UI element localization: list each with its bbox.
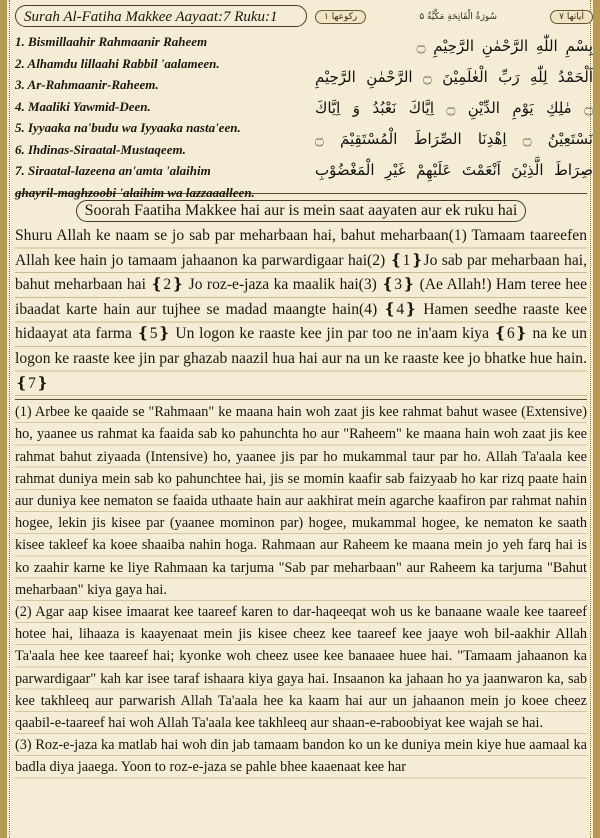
translation-paragraph: Shuru Allah ke naam se jo sab par meharbaan hai, bahut meharbaan(1) Tamaam taareefen Allah kee hain jo tamaam jahaanon ka parwardigaar hai(2) ❴1❵Jo sab par meharbaan hai, bahut meharbaan hai ❴2❵ Jo roz-e-jaza ka maalik hai(3) ❴3❵ (Ae Allah!) Ham teree hee ibaadat karte hain aur tujhee se madad maangte hain(4) ❴4❵ Hamen seedhe raaste kee hidaayat ata farma ❴5❵ Un logon ke raaste kee jin par too ne in'aam kiya ❴6❵ na ke un logon ke raaste kee jin par ghazab naazil hua hai aur na un ke raaste kee jo bhatke hue hain.❴7❵ [15,224,587,396]
footnote-3: (3) Roz-e-jaza ka matlab hai woh din jab tamaam bandon ko un ke duniya mein kiye hue aamaal ka badla diya jaaega. Yoon to roz-e-jaza se pahle bhee kaaenaat kee har [15,737,587,776]
transliteration-line: 4. Maaliki Yawmid-Deen. [15,98,151,114]
surah-header [15,3,593,200]
transliteration-line: 5. Iyyaaka na'budu wa Iyyaaka nasta'een. [15,120,241,135]
arabic-ayaat-label: اٰیاتھا ۷ [550,10,593,24]
arabic-ruku-label: رکوعھا ۱ [315,10,366,24]
transliteration-line: 2. Alhamdu lillaahi Rabbil 'aalameen. [15,55,220,71]
transliteration-line: 3. Ar-Rahmaanir-Raheem. [15,77,159,92]
transliteration-line: 7. Siraatal-lazeena an'amta 'alaihim [15,163,211,178]
footnote-1: (1) Arbee ke qaaide se "Rahmaan" ke maana hain woh zaat jis kee rahmat bahut wasee (Extensive) ho, yaanee us rahmat ka faaida sab ko pahunchta ho aur "Raheem" ke maana hain woh zaat jis kee rahmat bahut ziyaada (Intensive) ho, yaanee jis par ho mukammal taur par ho. Allah Ta'aala kee rahmat duniya mein sab ko pahunchtee hai, jis se momin kaafir sab faizyaab ho kar rizq paate hain aur duniya kee nematon se faaida uthaate hain aur aakhirat mein agarche kaafiron par rahmat nahin hogee, lekin jis kisee par (yaanee mominon par) hogee, mukammal hogee, ke nematon ke saath kisee takleef ka koee shaaiba nahin hoga. Rahmaan aur Raheem ke maana mein jo yeh farq hai is ko zaahir karne ke liye Rahmaan ka tarjuma "Sab par meharbaan" aur Raheem ka tarjuma "Bahut meharbaan" kiya gaya hai. [15,404,587,598]
footnotes [15,401,587,778]
surah-title: Surah Al-Fatiha Makkee Aayaat:7 Ruku:1 [15,5,307,27]
transliteration-line: 6. Ihdinas-Siraatal-Mustaqeem. [15,141,186,157]
arabic-verses [315,31,593,187]
arabic-surah-label: سُورَةُ الْفَاتِحَةِ مَكِّيَّةٌ ۵ [419,12,498,22]
transliteration-line: ghayril-maghzoobi 'alaihim wa lazzaaalleen. [15,184,255,200]
footnote-2: (2) Agar aap kisee imaarat kee taareef karen to dar-haqeeqat woh us ke banaane waale kee taareef hotee hai, lihaaza is kaayenaat mein jis kisee cheez kee taareef kee jaaye woh bil-aakhir Allah Ta'aala hee kee taareef hai; kyonke woh cheez usee kee banaaee huee hai. "Tamaam jahaanon ka parwardigaar" kah kar isee taraf ishaara kiya gaya hai. Insaanon ka jahaan ho ya jaanwaron ka, sab kee takhleeq aur parwarish Allah Ta'aala hee ka kaam hai aur un jahaanon mein jo koee cheez qaabil-e-taareef hai woh Allah Ta'aala kee takhleeq aur shaan-e-raboobiyat kee wajah se hai. [15,603,587,731]
arabic-header-bar [315,7,593,27]
section-divider [15,399,587,400]
transliteration-list [15,31,315,203]
roman-urdu-title: Soorah Faatiha Makkee hai aur is mein saat aayaten aur ek ruku hai [76,200,527,222]
arabic-body: اَلْحَمْدُ لِلّٰهِ رَبِّ الْعٰلَمِيْنَ ۝ الرَّحْمٰنِ الرَّحِيْمِ ۝ مٰلِكِ يَوْمِ الدِّيْنِ ۝ اِيَّاكَ نَعْبُدُ وَ اِيَّاكَ نَسْتَعِيْنُ ۝ اِهْدِنَا الصِّرَاطَ الْمُسْتَقِيْمَ ۝ صِرَاطَ الَّذِيْنَ اَنْعَمْتَ عَلَيْهِمْ غَيْرِ الْمَغْضُوْبِ [315,68,593,179]
transliteration-line: 1. Bismillaahir Rahmaanir Raheem [15,34,208,49]
arabic-basmala: بِسْمِ اللّٰهِ الرَّحْمٰنِ الرَّحِيْمِ ۝ [416,37,593,55]
